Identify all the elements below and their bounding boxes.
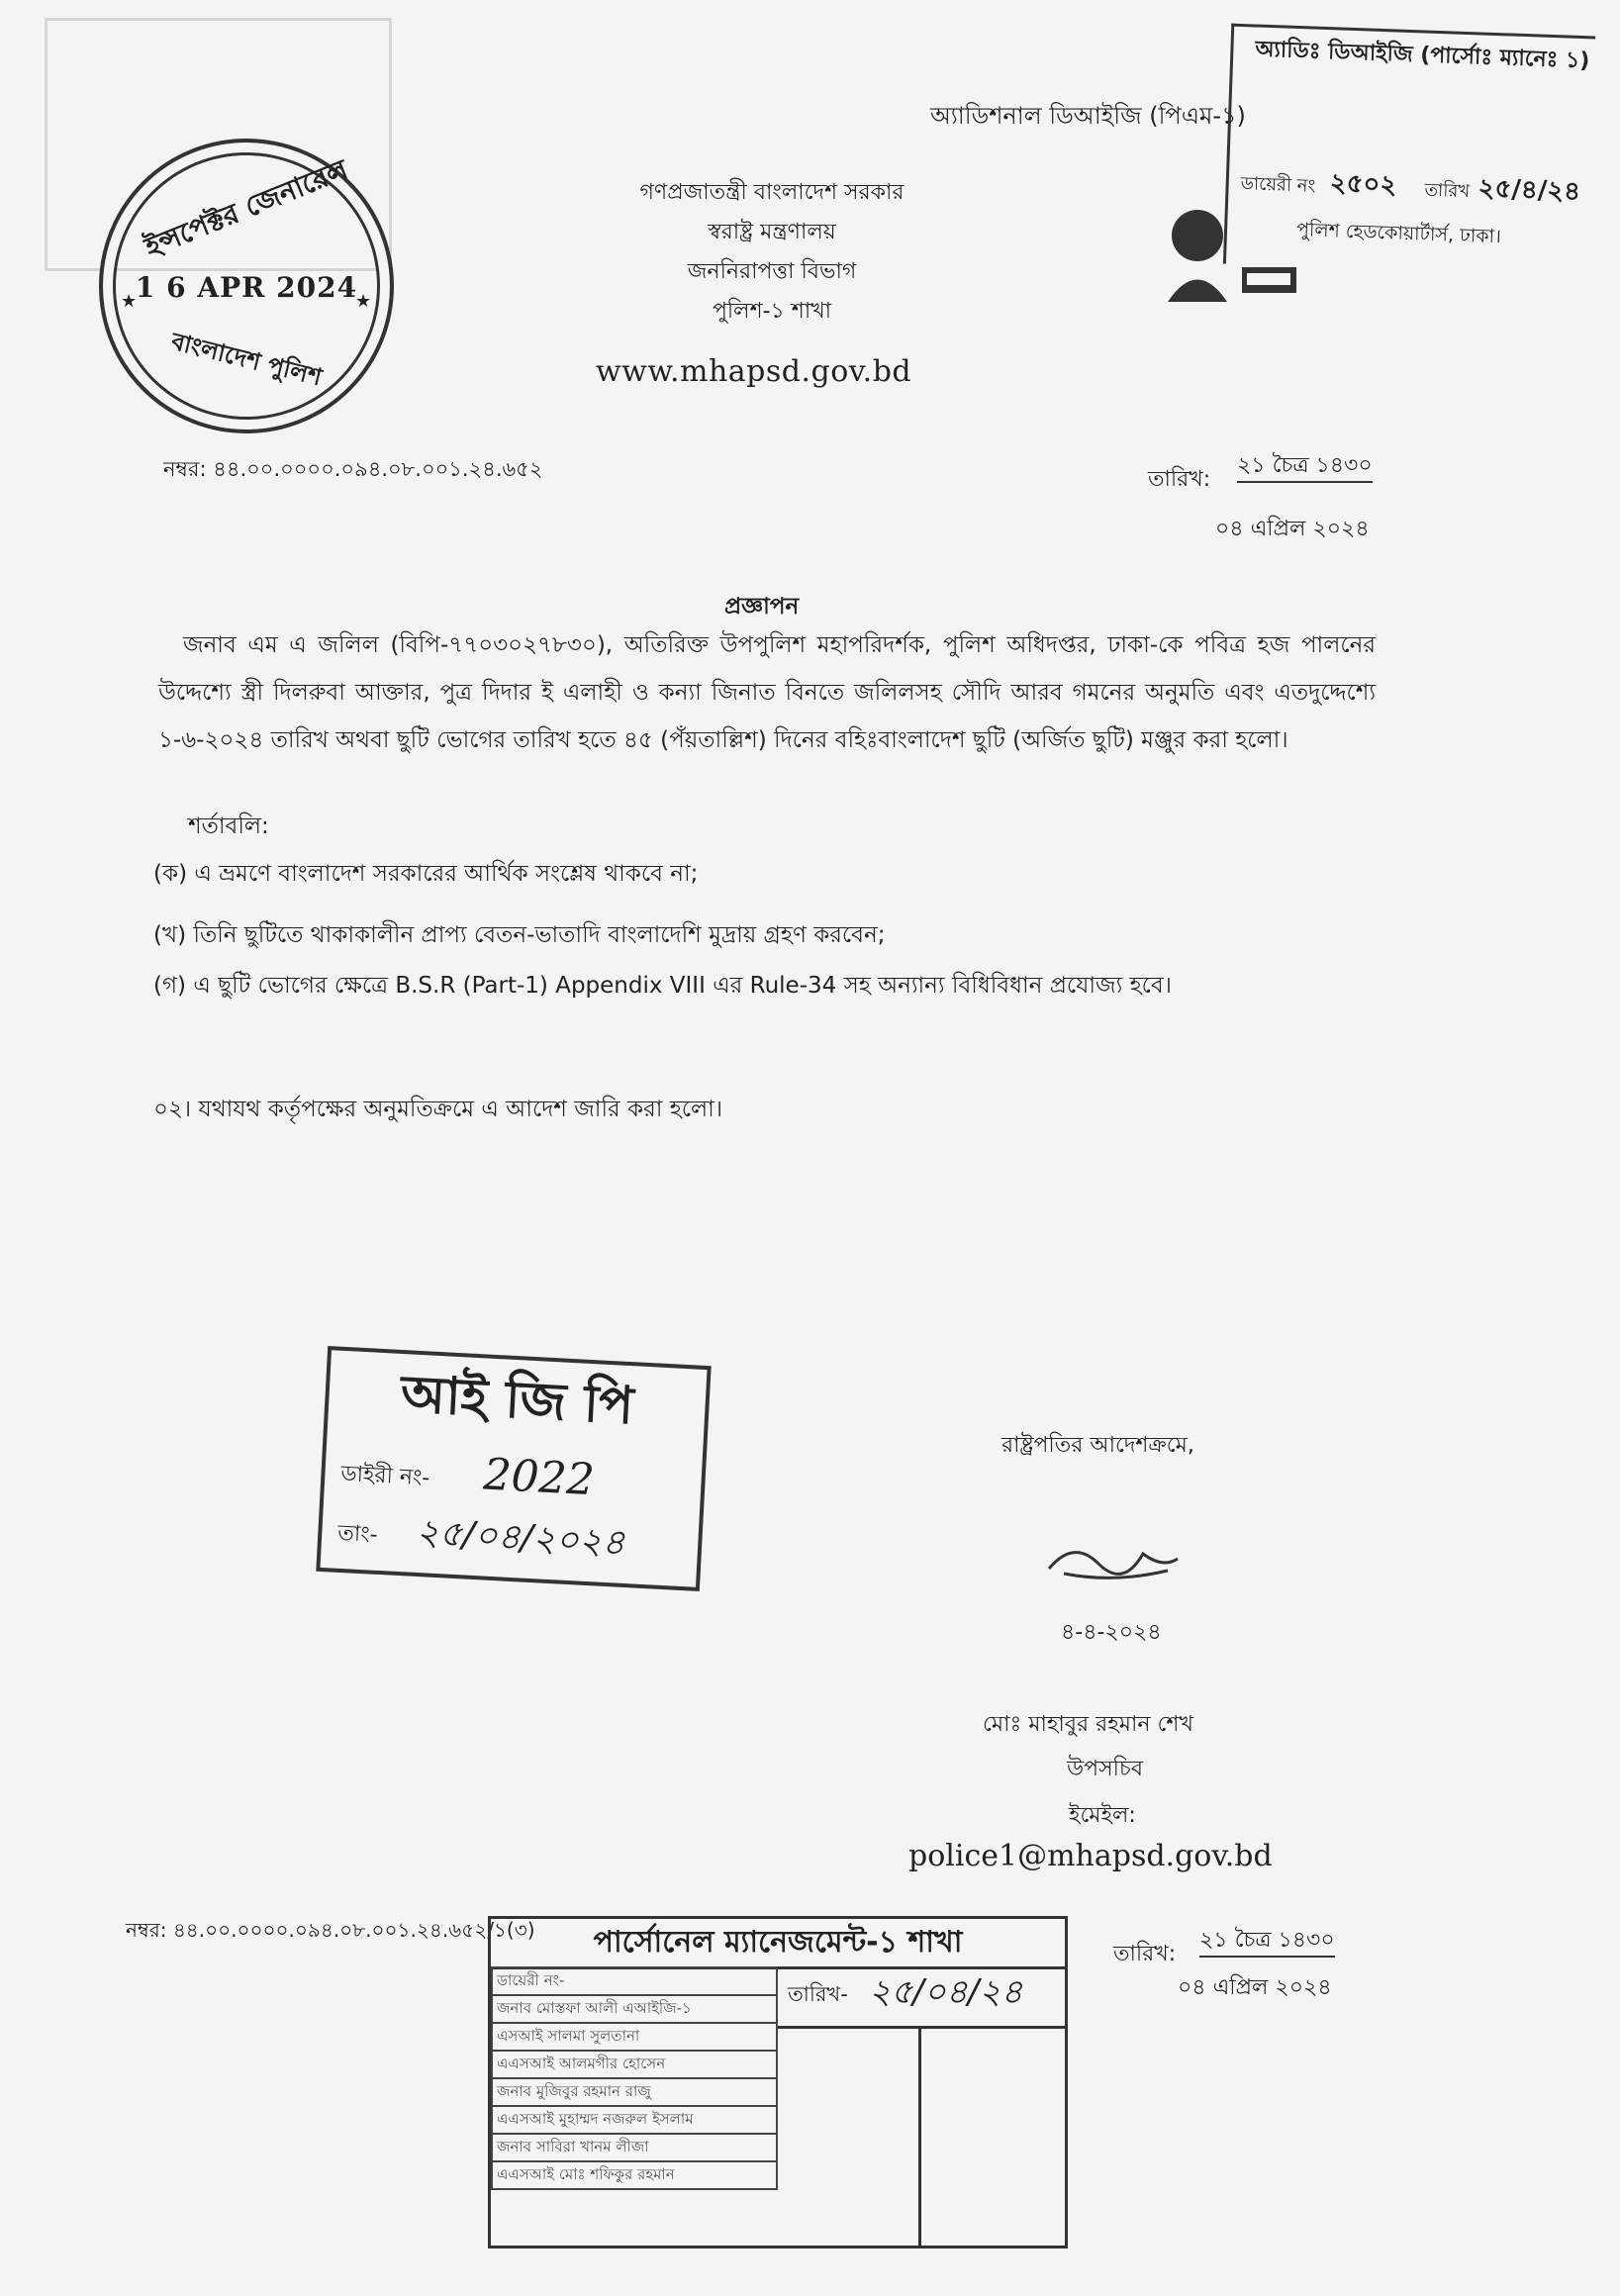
condition-kha: (খ) তিনি ছুটিতে থাকাকালীন প্রাপ্য বেতন-ভাতাদি বাংলাদেশি মুদ্রায় গ্রহণ করবেন; — [153, 922, 886, 948]
condition-ga: (গ) এ ছুটি ভোগের ক্ষেত্রে B.S.R (Part-1) Appendix VIII এর Rule-34 সহ অন্যান্য বিধিবিধান প্রযোজ্য হবে। — [153, 973, 1172, 999]
seal-top-text: ইন্সপেক্টর জেনারেল — [140, 152, 352, 264]
routing-row: এএসআই আলমগীর হোসেন — [492, 2051, 777, 2078]
received-stamp-office: পুলিশ হেডকোয়ার্টার্স, ঢাকা। — [1295, 219, 1502, 248]
ministry-name: স্বরাষ্ট্র মন্ত্রণালয় — [708, 220, 836, 244]
received-stamp-date-label: তারিখ — [1424, 179, 1471, 203]
email-label: ইমেইল: — [1069, 1803, 1136, 1828]
igp-stamp-diary-label: ডাইরী নং- — [339, 1461, 430, 1491]
routing-row: এসআই সালমা সুলতানা — [492, 2023, 777, 2051]
igp-stamp-date-label: তাং- — [336, 1520, 379, 1548]
routing-row: এএসআই মোঃ শফিকুর রহমান — [492, 2161, 777, 2189]
routing-row: জনাব মুজিবুর রহমান রাজু — [492, 2078, 777, 2106]
forward-memo-date-gregorian: ০৪ এপ্রিল ২০২৪ — [1178, 1975, 1332, 2000]
signatory-designation: উপসচিব — [1067, 1757, 1144, 1781]
branch-stamp-date-label: তারিখ- — [788, 1982, 848, 2006]
routing-row: জনাব মোস্তফা আলী এআইজি-১ — [492, 1995, 777, 2023]
igp-round-seal — [99, 139, 394, 433]
forward-memo-date-bengali-calendar: ২১ চৈত্র ১৪৩০ — [1199, 1928, 1335, 1958]
memo-date-label: তারিখ: — [1148, 467, 1211, 492]
seal-bottom-text: বাংলাদেশ পুলিশ — [168, 327, 325, 392]
routing-row: জনাব সাবিরা খানম লীজা — [492, 2134, 777, 2161]
received-stamp-top-right — [1223, 24, 1595, 277]
signature-mark — [1044, 1529, 1183, 1588]
seal-date: 1 6 APR 2024 — [135, 271, 358, 304]
memo-date-gregorian: ০৪ এপ্রিল ২০২৪ — [1215, 517, 1370, 541]
memo-number: নম্বর: ৪৪.০০.০০০০.০৯৪.০৮.০০১.২৪.৬৫২ — [163, 457, 543, 481]
igp-stamp-date: ২৫/০৪/২০২৪ — [415, 1511, 626, 1564]
igp-stamp-title: আই জি পি — [399, 1364, 635, 1437]
additional-dig-note: অ্যাডিশনাল ডিআইজি (পিএম-১) — [930, 102, 1246, 130]
signatory-name: মোঃ মাহাবুর রহমান শেখ — [983, 1712, 1193, 1737]
notice-paragraph: জনাব এম এ জলিল (বিপি-৭৭০৩০২৭৮৩০), অতিরিক্ত উপপুলিশ মহাপরিদর্শক, পুলিশ অধিদপ্তর, ঢাকা-কে পবিত্র হজ পালনের উদ্দেশ্যে স্ত্রী দিলরুবা আক্তার, পুত্র দিদার ই এলাহী ও কন্যা জিনাত বিনতে জলিলসহ সৌদি আরব গমনের অনুমতি এবং এতদুদ্দেশ্যে ১-৬-২০২৪ তারিখ অথবা ছুটি ভোগের তারিখ হতে ৪৫ (পঁয়তাল্লিশ) দিনের বহিঃবাংলাদেশ ছুটি (অর্জিত ছুটি) মঞ্জুর করা হলো। — [158, 632, 1376, 753]
condition-ka: (ক) এ ভ্রমণে বাংলাদেশ সরকারের আর্থিক সংশ্লেষ থাকবে না; — [153, 861, 699, 887]
received-stamp-diary-no: ২৫০২ — [1329, 168, 1397, 201]
seal-star-left: ★ — [121, 291, 138, 312]
received-stamp-diary-label: ডায়েরী নং — [1240, 173, 1316, 197]
pm1-branch-stamp — [488, 1916, 1068, 2248]
signatory-email[interactable]: police1@mhapsd.gov.bd — [908, 1839, 1273, 1873]
division-name: জননিরাপত্তা বিভাগ — [687, 259, 857, 284]
routing-row: এএসআই মুহাম্মদ নজরুল ইসলাম — [492, 2106, 777, 2134]
forward-memo-number: নম্বর: ৪৪.০০.০০০০.০৯৪.০৮.০০১.২৪.৬৫২/১(৩) — [126, 1918, 535, 1942]
clause-02: ০২। যথাযথ কর্তৃপক্ষের অনুমতিক্রমে এ আদেশ জারি করা হলো। — [153, 1097, 723, 1122]
branch-stamp-date: ২৫/০৪/২৪ — [869, 1972, 1023, 2012]
notice-heading: প্রজ্ঞাপন — [724, 594, 800, 620]
forward-memo-date-label: তারিখ: — [1113, 1942, 1177, 1966]
memo-date-bengali-calendar: ২১ চৈত্র ১৪৩০ — [1237, 453, 1373, 483]
received-stamp-date: ২৫/৪/২৪ — [1477, 173, 1581, 208]
govt-name: গণপ্রজাতন্ত্রী বাংলাদেশ সরকার — [639, 180, 905, 205]
igp-stamp-diary-no: 2022 — [482, 1449, 596, 1506]
seal-star-right: ★ — [355, 291, 372, 312]
routing-row: ডায়েরী নং- — [492, 1967, 777, 1995]
branch-name: পুলিশ-১ শাখা — [712, 299, 832, 324]
signature-date: ৪-৪-২০২৪ — [1061, 1620, 1162, 1645]
branch-stamp-routing-table — [491, 1966, 778, 2190]
branch-stamp-title: পার্সোনেল ম্যানেজমেন্ট-১ শাখা — [593, 1925, 963, 1960]
letterhead — [574, 173, 970, 332]
website-link[interactable]: www.mhapsd.gov.bd — [596, 354, 912, 389]
conditions-heading: শর্তাবলি: — [188, 813, 269, 839]
by-order-of-president: রাষ্ট্রপতির আদেশক্রমে, — [1001, 1433, 1194, 1458]
igp-diary-stamp — [316, 1346, 711, 1591]
received-stamp-title: অ্যাডিঃ ডিআইজি (পার্সোঃ ম্যানেঃ ১) — [1255, 37, 1590, 74]
